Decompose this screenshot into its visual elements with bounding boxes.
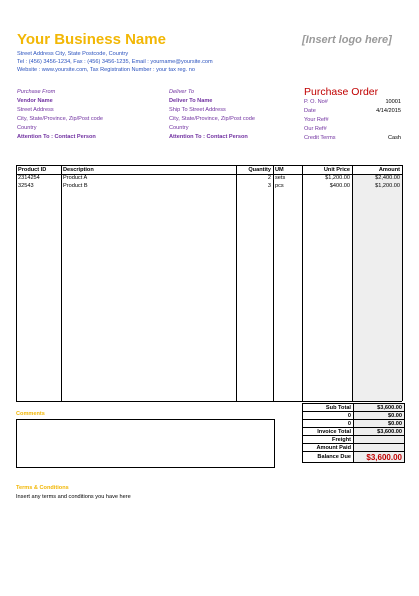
amount-paid-value	[354, 444, 405, 452]
vendor-country: Country	[17, 125, 37, 131]
header-amount: Amount	[352, 166, 402, 175]
extra-label-2: 0	[303, 420, 354, 428]
amount-paid-row	[303, 444, 405, 452]
col-divider	[402, 165, 403, 401]
cell-amount: $1,200.00	[375, 183, 400, 189]
business-name: Your Business Name	[17, 31, 166, 48]
header-um: UM	[273, 166, 302, 175]
comments-box[interactable]	[16, 419, 275, 468]
balance-due-row	[303, 452, 405, 463]
col-divider	[236, 165, 237, 401]
cell-product-id: 32543	[18, 183, 34, 189]
invoice-total-label: Invoice Total	[303, 428, 354, 436]
purchase-order-title: Purchase Order	[304, 86, 379, 98]
cell-unit-price: $1,200.00	[325, 175, 350, 181]
col-divider	[16, 165, 17, 401]
date-label: Date	[304, 108, 316, 114]
items-bottom-border	[16, 401, 402, 402]
amount-paid-label: Amount Paid	[303, 444, 354, 452]
deliver-name: Deliver To Name	[169, 98, 213, 104]
col-divider	[273, 165, 274, 401]
freight-row	[303, 436, 405, 444]
po-number-label: P. O. No#	[304, 99, 328, 105]
credit-terms-value: Cash	[387, 135, 401, 141]
table-row	[16, 183, 402, 191]
totals-table	[302, 403, 405, 463]
items-table	[16, 165, 402, 191]
vendor-name: Vendor Name	[17, 98, 53, 104]
deliver-attention: Attention To : Contact Person	[169, 134, 248, 140]
extra-label-1: 0	[303, 412, 354, 420]
cell-product-id: 2314254	[18, 175, 40, 181]
col-divider	[352, 165, 353, 401]
header-product-id: Product ID	[16, 166, 61, 175]
credit-terms-label: Credit Terms	[304, 135, 336, 141]
balance-due-label: Balance Due	[303, 452, 354, 463]
deliver-city: City, State/Province, Zip/Post code	[169, 116, 256, 122]
subtotal-row	[303, 404, 405, 412]
vendor-street: Street Address	[17, 107, 54, 113]
invoice-total-row	[303, 428, 405, 436]
invoice-total-value: $3,600.00	[354, 428, 405, 436]
cell-um: sets	[275, 175, 286, 181]
subtotal-label: Sub Total	[303, 404, 354, 412]
freight-value	[354, 436, 405, 444]
your-ref-label: Your Ref#	[304, 117, 329, 123]
deliver-to-label: Deliver To	[169, 89, 194, 95]
vendor-attention: Attention To : Contact Person	[17, 134, 96, 140]
amount-column-shade	[352, 174, 402, 401]
cell-description: Product A	[63, 175, 88, 181]
cell-quantity: 3	[267, 183, 271, 189]
business-contact: Tel : (456) 3456-1234, Fax : (456) 3456-1235, Email : yourname@yoursite.com	[17, 59, 213, 65]
deliver-street: Ship To Street Address	[169, 107, 226, 113]
header-description: Description	[61, 166, 236, 175]
our-ref-label: Our Ref#	[304, 126, 327, 132]
table-row	[16, 175, 402, 184]
po-number-value: 10001	[385, 99, 401, 105]
cell-amount: $2,400.00	[375, 175, 400, 181]
cell-quantity: 2	[267, 175, 271, 181]
cell-description: Product B	[63, 183, 88, 189]
subtotal-value: $3,600.00	[354, 404, 405, 412]
comments-label: Comments	[16, 411, 45, 417]
extra-row-2	[303, 420, 405, 428]
cell-unit-price: $400.00	[329, 183, 350, 189]
extra-row-1	[303, 412, 405, 420]
header-unit-price: Unit Price	[302, 166, 352, 175]
vendor-city: City, State/Province, Zip/Post code	[17, 116, 104, 122]
deliver-country: Country	[169, 125, 189, 131]
purchase-from-label: Purchase From	[17, 89, 56, 95]
extra-value-1: $0.00	[354, 412, 405, 420]
extra-value-2: $0.00	[354, 420, 405, 428]
business-web: Website : www.yoursite.com, Tax Registration Number : your tax reg. no	[17, 67, 195, 73]
header-quantity: Quantity	[236, 166, 273, 175]
freight-label: Freight	[303, 436, 354, 444]
terms-text: Insert any terms and conditions you have here	[16, 494, 131, 500]
col-divider	[302, 165, 303, 401]
logo-placeholder: [Insert logo here]	[302, 34, 392, 46]
date-value: 4/14/2015	[376, 108, 401, 114]
business-address: Street Address City, State Postcode, Country	[17, 51, 129, 57]
col-divider	[61, 165, 62, 401]
cell-um: pcs	[275, 183, 284, 189]
balance-due-value: $3,600.00	[354, 452, 405, 463]
terms-label: Terms & Conditions	[16, 485, 69, 491]
items-header-row	[16, 166, 402, 175]
